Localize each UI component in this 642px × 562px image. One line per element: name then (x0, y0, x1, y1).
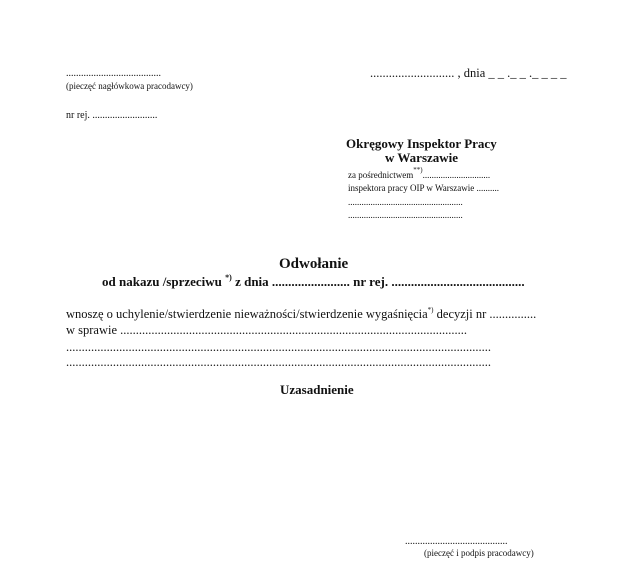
matter-line: w sprawie ............................................................................................................... (66, 323, 468, 337)
appeal-footnote-marker: *) (225, 273, 232, 282)
appeal-title: Odwołanie (279, 256, 349, 272)
appeal-subtitle-post: z dnia ........................ nr rej. ......................................... (235, 274, 525, 289)
addressee-city: w Warszawie (385, 150, 459, 165)
registration-number: nr rej. .......................... (66, 110, 158, 121)
stamp-dots: ...................................... (66, 68, 161, 79)
appeal-dots-1: ........................................................................................................................................ (66, 340, 491, 354)
inspector-line: inspektora pracy OIP w Warszawie .......... (348, 183, 499, 193)
appeal-subtitle-pre: od nakazu /sprzeciwu (102, 274, 222, 289)
appeal-subtitle (102, 274, 525, 290)
appeal-body-post: decyzji nr ............... (436, 307, 537, 321)
appeal-dots-2: ........................................................................................................................................ (66, 355, 491, 369)
via-footnote-marker: **) (413, 166, 423, 174)
via-label: za pośrednictwem (348, 170, 414, 180)
via-dots: .............................. (422, 170, 491, 180)
addressee-title: Okręgowy Inspektor Pracy (346, 136, 497, 151)
stamp-caption: (pieczęć nagłówkowa pracodawcy) (66, 81, 193, 91)
justification-title: Uzasadnienie (280, 382, 354, 397)
signature-dots: ......................................... (405, 536, 508, 547)
appeal-body-line (66, 307, 536, 322)
body-footnote-marker: *) (427, 306, 434, 314)
addressee-dots-1: ................................................... (348, 197, 463, 207)
signature-caption: (pieczęć i podpis pracodawcy) (424, 548, 534, 558)
date-line: ........................... , dnia _ _ ._ _ ._ _ _ _ (370, 66, 567, 80)
via-line (348, 166, 491, 180)
appeal-body-pre: wnoszę o uchylenie/stwierdzenie nieważności/stwierdzenie wygaśnięcia (66, 307, 428, 321)
addressee-dots-2: ................................................... (348, 210, 463, 220)
